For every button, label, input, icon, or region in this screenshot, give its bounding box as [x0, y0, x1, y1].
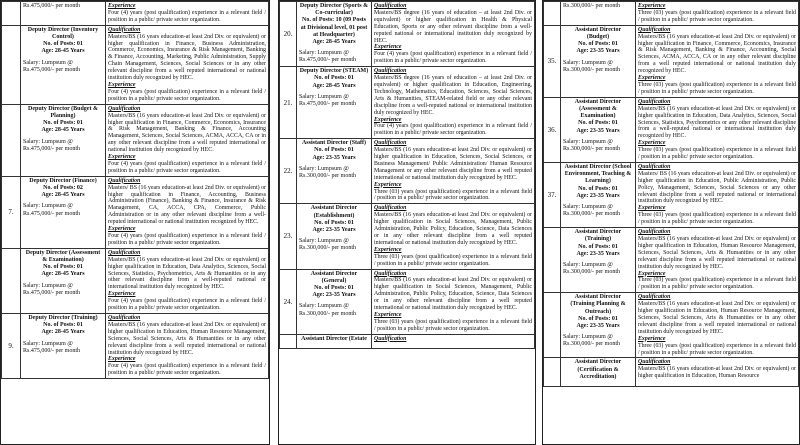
- table-row: [280, 334, 535, 348]
- qualification-heading: Qualification: [638, 163, 671, 170]
- position-title: Assistant Director (Establishment): [310, 205, 358, 219]
- table-row: [280, 67, 535, 139]
- requirements-cell: [636, 162, 799, 227]
- posts-count: No. of Posts: 01: [43, 120, 83, 127]
- position-title: Deputy Director (Inventory Control): [27, 26, 99, 40]
- row-number: [544, 358, 561, 387]
- qualification-heading: Qualification: [374, 3, 407, 9]
- table-row-continued: [2, 2, 269, 26]
- requirements-cell: [372, 2, 535, 67]
- age-range: Age: 28-45 Years: [41, 127, 85, 134]
- experience-heading: Experience: [374, 44, 402, 51]
- table-row: [544, 293, 799, 358]
- table-row: [280, 204, 535, 269]
- age-range: Age: 23-35 Years: [576, 48, 620, 55]
- qualification-text: Masters/BS (16 years education-at least 2nd Div. or equivalent) or higher qualification in Education, Data Analytics, Sciences, Social Sciences, Statistics, Psychometrics, Arts & Humanities or in any other relevant discipline from a well-reputed national or international institution duly recognized by HEC.: [108, 256, 266, 291]
- requirements-cell: [106, 104, 269, 176]
- age-range: Age: 23-35 Years: [576, 192, 620, 199]
- qualification-text: Masters/BS (16 years education-at least 2nd Div. or equivalent) or higher qualification in Education, Human Resource Management, Sciences, Social Sciences, Arts & Humanities or in any other relevant discipline from a well reputed international or national institution duly recognized by HEC.: [638, 236, 796, 270]
- position-title: Assistant Director (General): [310, 270, 358, 284]
- qualification-heading: Qualification: [108, 105, 141, 112]
- experience-heading: Experience: [108, 291, 136, 298]
- posts-count: No. of Posts: 01: [314, 284, 354, 291]
- experience-text: Three (03) years (post qualification) experience in a relevant field / position in a public/ private sector organization.: [374, 318, 532, 332]
- age-range: Age: 23-35 Years: [576, 250, 620, 257]
- posts-count: No. of Posts: 01: [578, 243, 618, 250]
- experience-text: Three (03) years (post qualification) experience in a relevant field / position in a public/ private sector organization.: [638, 81, 796, 95]
- age-range: Age: 23-35 Years: [576, 127, 620, 134]
- requirements-cell: [636, 25, 799, 97]
- posts-count: No. of Posts: 01: [578, 120, 618, 127]
- qualification-text: Masters/BS (16 years education-at least 2nd Div. or equivalent) or higher qualification in Social Sciences, Management, Public Administration, Public Policy, Education, Science, Data Sciences or in any other relevant discipline from a well reputed international or national institution duly recognized by HEC.: [374, 277, 532, 312]
- experience-heading: Experience: [374, 116, 402, 123]
- position-title: Assistant Director (Staff): [301, 140, 367, 147]
- salary-text: Salary: Lumpsum @ Rs.300,000/- per month: [563, 138, 620, 152]
- positions-table-middle: [279, 1, 535, 349]
- row-number: [544, 228, 561, 293]
- qualification-heading: Qualification: [108, 26, 141, 33]
- age-range: Age: 23-35 Years: [312, 226, 356, 233]
- qualification-text: Masters/BS (16 years education-at least 2nd Div. or equivalent) or higher qualification in Education, Sciences, Social Sciences, or Business Management/ Public Administration/ Human Resource Management or any other relevant discipline from a well reputed international or national institution duly recognized by HEC.: [374, 147, 532, 181]
- position-cell: [297, 67, 372, 139]
- qualification-heading: Qualification: [108, 177, 141, 184]
- requirements-cell: [636, 228, 799, 293]
- table-row: [2, 176, 269, 248]
- qualification-text: Masters/ BS (16 years education-at least 2nd Div. or equivalent) or higher qualification in Education, Public Administration, Public Policy, Management, Sciences, Social Sciences or any other relevant discipline from a well reputed national or international institution duly recognized by HEC.: [638, 170, 796, 205]
- experience-heading: Experience: [638, 3, 666, 9]
- position-cell: [297, 139, 372, 204]
- experience-text: Four (4) years (post qualification) experience in a relevant field / position in a public/ private sector organization.: [108, 88, 266, 102]
- salary-text: Rs.475,000/- per month: [23, 3, 80, 9]
- requirements-cell: [106, 176, 269, 248]
- row-number: 23.: [280, 204, 297, 269]
- requirements-cell: [372, 139, 535, 204]
- experience-heading: Experience: [638, 270, 666, 277]
- position-cell: [561, 358, 636, 387]
- table-row: [2, 25, 269, 104]
- experience-text: Three (03) years (post qualification) experience in a relevant field / position in a public/ private sector organization.: [638, 212, 796, 226]
- experience-text: Three (03) years (post qualification) experience in a relevant field / position in a public/ private sector organization.: [374, 188, 532, 202]
- posts-count: No. of Posts: 01: [314, 219, 354, 226]
- experience-text: Three (03) years (post qualification) experience in a relevant field / position in a public/ private sector organization.: [638, 147, 796, 161]
- qualification-text: Masters/BS (16 years education-at least 2nd Div. or equivalent) or higher qualification in Finance, Commerce, Economics, Insurance & Risk Management, Banking & Finance, Accounting, Social Sciences, ACMA, ACCA, CA or in any other relevant discipline from a well reputed international or national institution duly recognized by HEC.: [638, 33, 796, 75]
- qualification-heading: Qualification: [374, 335, 407, 342]
- experience-heading: Experience: [108, 356, 136, 363]
- qualification-heading: Qualification: [638, 26, 671, 33]
- qualification-text: Masters/BS (16 years education-at least 2nd Div. or equivalent) or higher qualification in Education, Data Analytics, Sciences, Social Sciences, Statistics, Psychometrics or any other relevant discipline from a well-reputed national or international institution duly recognized by HEC.: [638, 105, 796, 140]
- salary-text: Salary: Lumpsum @ Rs.475,000/- per month: [23, 340, 80, 354]
- salary-text: Salary: Lumpsum @ Rs.475,000/- per month: [23, 59, 80, 73]
- row-number: 37.: [544, 162, 561, 227]
- age-range: Age: 28-45 Years: [41, 271, 85, 278]
- position-cell: [561, 293, 636, 358]
- position-title: Deputy Director (STEAM): [299, 68, 369, 75]
- table-row: [544, 228, 799, 293]
- table-row: [280, 139, 535, 204]
- posts-count: No. of Posts: 01: [314, 147, 354, 154]
- requirements-cell: [636, 293, 799, 358]
- age-range: Age: 23-35 Years: [312, 292, 356, 299]
- salary-text: Salary: Lumpsum @ Rs.300,000/- per month: [299, 165, 356, 180]
- experience-heading: Experience: [108, 154, 136, 161]
- posts-count: No. of Posts: 10 (09 Posts at Divisional level, 01 post at Headquarter): [300, 17, 368, 38]
- experience-text: Four (4) years (post qualification) experience in a relevant field / position in a public/ private sector organization.: [108, 9, 266, 23]
- posts-count: No. of Posts: 02: [43, 184, 83, 191]
- experience-text: Three (03) years (post qualification) experience in a relevant field / position in a public/ private sector organization.: [638, 277, 796, 291]
- position-cell: [21, 313, 106, 378]
- position-cell: [297, 2, 372, 67]
- table-row: [544, 25, 799, 97]
- position-title: Deputy Director (Training): [28, 314, 98, 321]
- experience-text: Three (03) years (post qualification) experience in a relevant field / position in a public/ private sector organization.: [374, 253, 532, 267]
- salary-text: Rs.300,000/- per month: [563, 3, 620, 9]
- row-number: 21.: [280, 67, 297, 139]
- experience-heading: Experience: [374, 246, 402, 253]
- position-cell: [21, 104, 106, 176]
- experience-text: Three (03) years (post qualification) experience in a relevant field / position in a public/ private sector organization.: [638, 342, 796, 356]
- position-title: Assistant Director (Estate: [301, 335, 367, 342]
- age-range: Age: 28-45 Years: [41, 48, 85, 55]
- requirements-cell: [106, 25, 269, 104]
- age-range: Age: 28-45 Years: [41, 192, 85, 199]
- requirements-cell: [372, 204, 535, 269]
- position-cell: [297, 269, 372, 334]
- salary-text: Salary: Lumpsum @ Rs.475,000/- per month: [23, 203, 80, 217]
- age-range: Age: 28-45 Years: [41, 329, 85, 336]
- qualification-heading: Qualification: [108, 249, 141, 256]
- row-number: [544, 293, 561, 358]
- row-number: 24.: [280, 269, 297, 334]
- posts-count: No. of Posts: 01: [43, 41, 83, 48]
- positions-table-right: [543, 1, 799, 387]
- rows-left: [2, 25, 269, 378]
- requirements-cell: [106, 313, 269, 378]
- requirements-cell: [372, 67, 535, 139]
- qualification-text: Masters/ BS (16 years education-at least 2nd Div. or equivalent) or higher qualification in Finance, Accounting, Business Administration (Finance), Banking & Finance, Insurance & Risk Management, CA, ACCA, CPA, Commerce, Public Administration or in any other relevant discipline from a well-reputed international or national institution recognized by HEC.: [108, 184, 266, 226]
- position-title: Deputy Director (Sports & Co-curricular): [299, 3, 369, 17]
- experience-text: Three (03) years (post qualification) experience in a relevant field / position in a public/ private sector organization.: [638, 9, 796, 23]
- qualification-heading: Qualification: [374, 270, 407, 277]
- qualification-text: Masters/BS (16 years education-at least 2nd Div. or equivalent) or higher qualification in Finance, Commerce, Economics, Insurance & Risk Management, Banking & Finance, Accounting Management, Sciences, Social Sciences, ACMA, ACCA, CA or in any other relevant discipline from a well reputed international or national institution duly recognized by HEC.: [108, 112, 266, 154]
- age-range: Age: 23-35 Years: [312, 154, 356, 161]
- experience-heading: Experience: [374, 311, 402, 318]
- table-row-continued: [544, 2, 799, 26]
- table-row: [2, 104, 269, 176]
- position-cell: [21, 248, 106, 313]
- salary-text: Salary: Lumpsum @ Rs.475,000/- per month: [23, 138, 80, 152]
- position-title: Deputy Director (Budget & Planning): [28, 105, 98, 119]
- position-title: Assistant Director (Training): [574, 229, 622, 243]
- qualification-text: Masters/BS degree (16 years of education – at least 2nd Div. or equivalent) or higher qualification in Education, Engineering, Technology, Mathematics, Education, Sciences, Social Sciences, Arts & Humanities, STEAM-related field or any other relevant discipline from a well-reputed national or international institution duly recognized by HEC.: [374, 75, 532, 116]
- salary-text: Salary: Lumpsum @ Rs.475,000/- per month: [23, 282, 80, 296]
- qualification-heading: Qualification: [374, 68, 407, 75]
- table-row: [2, 248, 269, 313]
- table-row: [280, 2, 535, 67]
- row-number: [2, 248, 21, 313]
- qualification-text: Masters/BS (16 years education-at least 2nd Div. or equivalent) or higher qualification in Education, Human Resource Management, Sciences, Social Sciences, Arts & Humanities or in any other relevant discipline from a well reputed international or national institution duly recognized by HEC.: [108, 321, 266, 356]
- posts-count: No. of Posts: 01: [314, 75, 354, 82]
- qualification-heading: Qualification: [108, 314, 141, 321]
- experience-text: Four (4) years (post qualification) experience in a relevant field / position in a public/ private sector organization.: [374, 51, 532, 65]
- row-number: 36.: [544, 97, 561, 162]
- position-cell: [561, 97, 636, 162]
- position-cell: [561, 25, 636, 97]
- position-cell: [21, 25, 106, 104]
- rows-right: [544, 25, 799, 386]
- salary-text: Salary: Lumpsum @ Rs.300,000/- per month: [563, 334, 620, 348]
- rows-middle: [280, 2, 535, 349]
- experience-heading: Experience: [108, 226, 136, 233]
- salary-text: Salary: Lumpsum @ Rs.300,000/- per month: [563, 261, 620, 276]
- posts-count: No. of Posts: 01: [578, 185, 618, 192]
- age-range: Age: 23-35 Years: [576, 323, 620, 330]
- experience-heading: Experience: [638, 335, 666, 342]
- qualification-heading: Qualification: [638, 359, 671, 366]
- table-row: [2, 313, 269, 378]
- requirements-cell: [372, 269, 535, 334]
- column-middle: [278, 0, 536, 445]
- column-right: [542, 0, 800, 445]
- position-cell: [21, 176, 106, 248]
- position-title: Assistant Director (School Environment, Teaching & Learning): [564, 163, 632, 185]
- position-title: Deputy Director (Assessment & Examination): [25, 249, 101, 264]
- position-cell: [297, 204, 372, 269]
- salary-text: Salary: Lumpsum @ Rs.300,000/- per month: [299, 238, 356, 252]
- qualification-text: Masters/BS degree (16 years of education – at least 2nd Div. or equivalent) or higher qualification in Health & Physical Education, Sports or any other relevant discipline from a well-reputed national or international institution duly recognized by HEC.: [374, 9, 532, 44]
- qualification-text: Masters/BS (16 years education-at least 2nd Div. or equivalent) or higher qualification in Social Sciences, Management, Public Administration, Public Policy, Education, Science, Data Sciences or in any other relevant discipline from a well reputed international or national institution duly recognized by HEC.: [374, 212, 532, 246]
- salary-text: Salary: Lumpsum @ Rs.475,000/- per month: [299, 50, 356, 64]
- salary-text: Salary: Lumpsum @ Rs.300,000/- per month: [563, 59, 620, 73]
- experience-heading: Experience: [638, 205, 666, 212]
- qualification-heading: Qualification: [374, 205, 407, 212]
- requirements-cell: [372, 334, 535, 348]
- qualification-heading: Qualification: [638, 98, 671, 105]
- experience-heading: Experience: [108, 81, 136, 88]
- position-title: Assistant Director (Budget): [574, 26, 622, 40]
- table-row: [544, 358, 799, 387]
- age-range: Age: 28-45 Years: [312, 39, 356, 46]
- position-cell: [561, 228, 636, 293]
- position-title: Assistant Director (Certification & Accreditation): [574, 359, 622, 380]
- table-row: [544, 97, 799, 162]
- positions-table-left: [1, 1, 269, 379]
- row-number: 9.: [2, 313, 21, 378]
- salary-text: Salary: Lumpsum @ Rs.475,000/- per month: [299, 93, 356, 107]
- age-range: Age: 28-45 Years: [312, 82, 356, 89]
- qualification-heading: Qualification: [638, 294, 671, 301]
- requirements-cell: [636, 97, 799, 162]
- row-number: [2, 25, 21, 104]
- posts-count: No. of Posts: 01: [578, 41, 618, 48]
- experience-text: Four (4) years (post qualification) experience in a relevant field / position in a public/ private sector organization.: [108, 363, 266, 377]
- experience-text: Four (4) years (post qualification) experience in a relevant field / position in a public/ private sector organization.: [374, 123, 532, 137]
- posts-count: No. of Posts: 01: [43, 322, 83, 329]
- qualification-text: Masters/BS (16 years education-at least 2nd Div. or equivalent) or higher qualification in Education, Human Resource Management, Sciences, Social Sciences, Arts & Humanities or in any other relevant discipline from a well reputed international or national institution duly recognized by HEC.: [638, 301, 796, 335]
- qualification-heading: Qualification: [638, 229, 671, 236]
- experience-heading: Experience: [374, 181, 402, 188]
- experience-text: Four (4) years (post qualification) experience in a relevant field / position in a public/ private sector organization.: [108, 298, 266, 312]
- table-row: [544, 162, 799, 227]
- posts-count: No. of Posts: 01: [578, 315, 618, 322]
- experience-text: Four (4) years (post qualification) experience in a relevant field / position in a public/ private sector organization.: [108, 233, 266, 246]
- position-title: Assistant Director (Assessment & Examination): [574, 98, 622, 120]
- salary-text: Salary: Lumpsum @ Rs.300,000/- per month: [299, 303, 356, 317]
- experience-heading: Experience: [108, 3, 136, 9]
- qualification-text: Masters/BS (16 years education-at least 2nd Div. or equivalent) or higher qualification in Education, Human Resource: [638, 366, 796, 380]
- requirements-cell: [106, 248, 269, 313]
- posts-count: No. of Posts: 01: [43, 264, 83, 271]
- experience-heading: Experience: [638, 140, 666, 147]
- position-cell: [297, 334, 372, 348]
- column-left: [0, 0, 270, 445]
- qualification-heading: Qualification: [374, 140, 407, 147]
- position-cell: [561, 162, 636, 227]
- table-row: [280, 269, 535, 334]
- position-title: Deputy Director (Finance): [29, 177, 97, 184]
- position-title: Assistant Director (Training Planning & Outreach): [570, 294, 626, 315]
- salary-text: Salary: Lumpsum @ Rs.300,000/- per month: [563, 203, 620, 218]
- row-number: 35.: [544, 25, 561, 97]
- row-number: 7.: [2, 176, 21, 248]
- row-number: 20.: [280, 2, 297, 67]
- experience-heading: Experience: [638, 75, 666, 82]
- experience-text: Four (4) years (post qualification) experience in a relevant field / position in a public/ private sector organization.: [108, 160, 266, 174]
- row-number: 22.: [280, 139, 297, 204]
- row-number: [2, 104, 21, 176]
- row-number: [280, 334, 297, 348]
- requirements-cell: [636, 358, 799, 387]
- qualification-text: Masters/BS (16 years education-at least 2nd Div. or equivalent) or higher qualification in Finance, Business Administration, Commerce, Economics, Insurance & Risk Management, Banking & Finance, Accounting, Marketing, Public Administration, Supply Chain Management, Sciences, Social Sciences or in any other relevant discipline from a well reputed international or national institution duly recognized by HEC.: [108, 33, 266, 82]
